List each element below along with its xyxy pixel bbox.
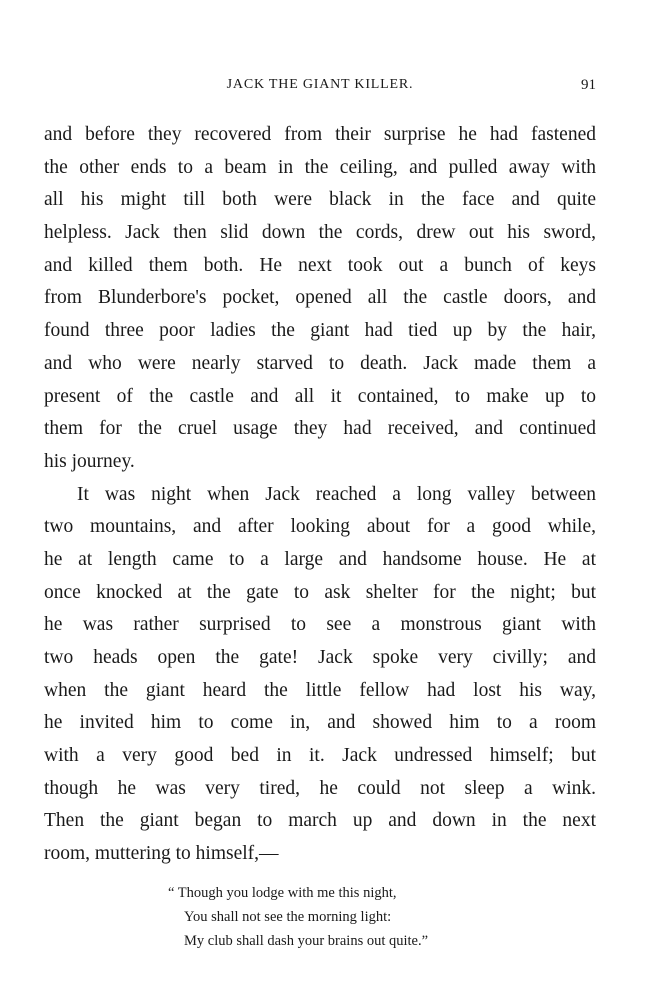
- text-line: helpless. Jack then slid down the cords, drew out his sword,: [44, 222, 596, 244]
- text-line: Then the giant began to march up and down in the next: [44, 810, 596, 832]
- page-number: 91: [581, 77, 596, 93]
- text-line: all his might till both were black in the face and quite: [44, 189, 596, 211]
- text-line: It was night when Jack reached a long valley between: [77, 483, 596, 505]
- text-line: when the giant heard the little fellow had lost his way,: [44, 679, 596, 701]
- text-line: and killed them both. He next took out a bunch of keys: [44, 254, 596, 276]
- text-line: his journey.: [44, 450, 135, 472]
- text-line: two mountains, and after looking about for a good while,: [44, 516, 596, 538]
- running-head: [44, 77, 596, 99]
- paragraph-2: [44, 479, 596, 871]
- text-line: and who were nearly starved to death. Jack made them a: [44, 352, 596, 374]
- verse-line: “ Though you lodge with me this night,: [168, 885, 397, 901]
- body-text: [44, 119, 596, 871]
- text-line: with a very good bed in it. Jack undressed himself; but: [44, 745, 596, 767]
- text-line: he at length came to a large and handsome house. He at: [44, 548, 596, 570]
- text-line: though he was very tired, he could not sleep a wink.: [44, 777, 596, 799]
- text-line: two heads open the gate! Jack spoke very civilly; and: [44, 647, 596, 668]
- text-line: the other ends to a beam in the ceiling, and pulled away with: [44, 156, 596, 178]
- text-line: he invited him to come in, and showed him to a room: [44, 712, 596, 734]
- text-line: and before they recovered from their surprise he had fastened: [44, 124, 596, 145]
- text-line: once knocked at the gate to ask shelter for the night; but: [44, 581, 596, 603]
- text-line: from Blunderbore's pocket, opened all the castle doors, and: [44, 287, 596, 309]
- text-line: present of the castle and all it contained, to make up to: [44, 385, 596, 407]
- text-line: he was rather surprised to see a monstrous giant with: [44, 614, 596, 636]
- paragraph-1: [44, 119, 596, 479]
- running-title: JACK THE GIANT KILLER.: [226, 77, 414, 92]
- verse-block: [168, 881, 498, 953]
- text-line: found three poor ladies the giant had tied up by the hair,: [44, 320, 596, 342]
- text-line: them for the cruel usage they had received, and continued: [44, 418, 596, 440]
- text-line: room, muttering to himself,—: [44, 843, 279, 865]
- verse-line: My club shall dash your brains out quite.”: [184, 933, 429, 949]
- verse-line: You shall not see the morning light:: [184, 909, 392, 925]
